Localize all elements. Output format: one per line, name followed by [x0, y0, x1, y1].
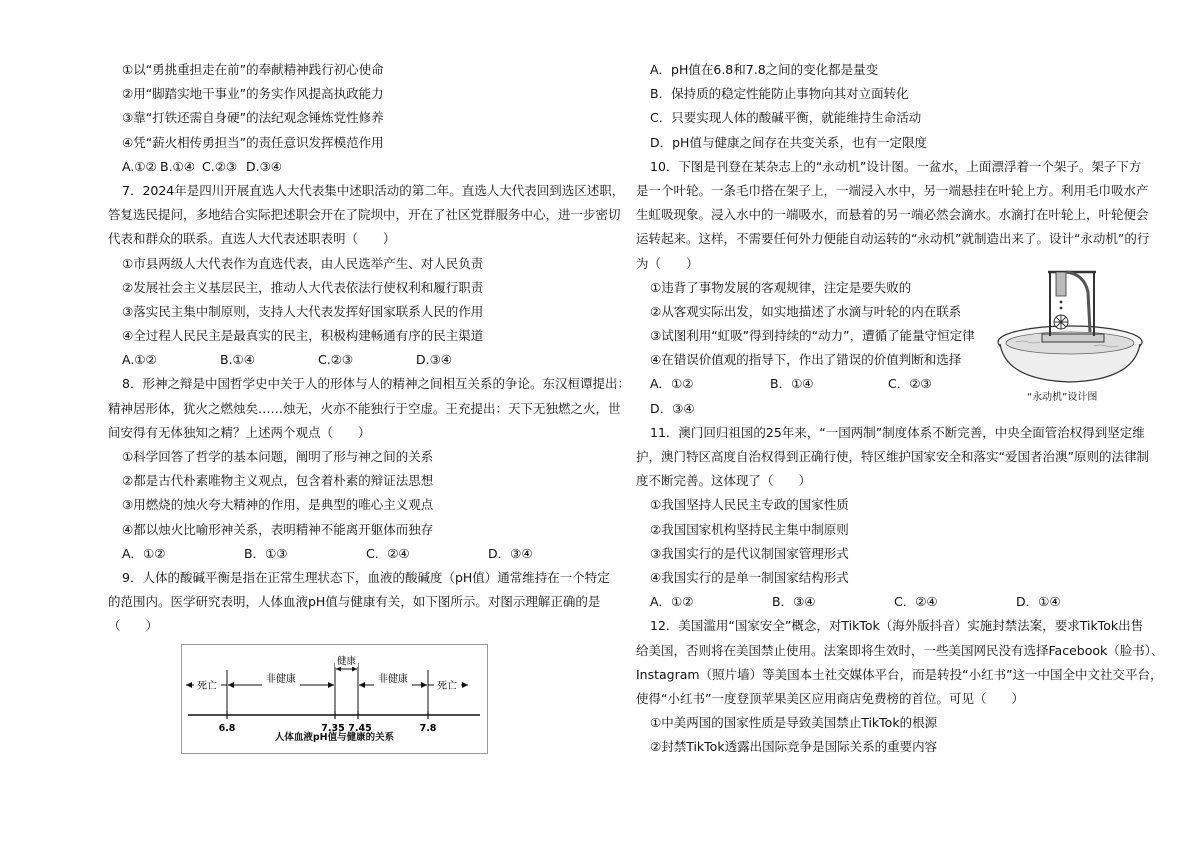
towel-soaked-end	[1066, 272, 1090, 332]
q10-option-c: C．②③	[888, 376, 932, 392]
q6-option-c: C.②③	[202, 158, 238, 174]
q6-option-a: A.①②	[122, 158, 157, 174]
q8-option-b: B．①③	[244, 545, 288, 561]
q8-item-3: ③用燃烧的烛火夸大精神的作用，是典型的唯心主义观点	[122, 497, 434, 513]
label-death-right: 死亡	[437, 680, 457, 692]
q10-option-b: B．①④	[770, 376, 814, 392]
label-healthy: 健康	[336, 655, 357, 667]
q7-options	[108, 348, 590, 372]
tick-label-7.35: 7.35	[321, 722, 345, 734]
q10-item-2: ②从客观实际出发，如实地描述了水滴与叶轮的内在联系	[650, 303, 962, 319]
q11-item-4: ④我国实行的是单一制国家结构形式	[650, 569, 849, 585]
q10-stem-1: 10．下图是刊登在某杂志上的“永动机”设计图。一盆水，上面漂浮着一个架子。架子下方	[650, 158, 1142, 174]
q6-item-3: ③靠“打铁还需自身硬”的法纪观念锤炼党性修养	[122, 110, 384, 126]
q10-stem-2: 是一个叶轮。一条毛巾搭在架子上，一端浸入水中，另一端悬挂在叶轮上方。利用毛巾吸水产	[636, 182, 1149, 198]
tick-label-7.45: 7.45	[348, 722, 372, 734]
q6-item-2: ②用“脚踏实地干事业”的务实作风提高执政能力	[122, 86, 384, 102]
q8-stem-1: 8．形神之辩是中国哲学史中关于人的形体与人的精神之间相互关系的争论。东汉桓谭提出：	[122, 376, 630, 392]
q10-option-d: D．③④	[650, 400, 695, 416]
q8-item-4: ④都以烛火比喻形神关系，表明精神不能离开躯体而独存	[122, 521, 434, 537]
tick-label-7.8: 7.8	[419, 722, 437, 734]
perpetual-motion-illustration	[994, 262, 1146, 404]
q9-option-b: B．保持质的稳定性能防止事物向其对立面转化	[650, 86, 909, 102]
tick-label-6.8: 6.8	[218, 722, 236, 734]
q12-stem-2: 给美国，否则将在美国禁止使用。法案即将生效时，一些美国网民没有选择Facebook（脸书）、	[636, 642, 1164, 658]
q7-option-d: D.③④	[416, 352, 453, 368]
q11-option-a: A．①②	[650, 594, 694, 610]
q12-stem-3: Instagram（照片墙）等美国本土社交媒体平台，而是转投“小红书”这一中国全中文社交平台，	[636, 666, 1163, 682]
q11-stem-3: 度不断完善。这体现了（ ）	[636, 473, 812, 489]
q7-option-b: B.①④	[220, 352, 255, 368]
label-unhealthy-left: 非健康	[266, 673, 296, 685]
ph-figure-caption: 人体血液pH值与健康的关系	[274, 732, 395, 744]
q11-stem-2: 护，澳门特区高度自治权得到正确行使，特区维护国家安全和落实“爱国者治澳”原则的法律制	[636, 449, 1149, 464]
q10-item-3: ③试图利用“虹吸”得到持续的“动力”，遭循了能量守恒定律	[650, 328, 975, 344]
q7-stem-2: 答复选民提问，多地结合实际把述职会开在了院坝中，开在了社区党群服务中心，进一步密切	[108, 207, 621, 223]
q11-stem-1: 11．澳门回归祖国的25年来，“一国两制”制度体系不断完善，中央全面管治权得到坚定维	[650, 424, 1145, 440]
left-column	[108, 58, 630, 754]
q9-stem-3: （ ）	[108, 618, 159, 634]
q12-stem-4: 使得“小红书”一度登顶苹果美区应用商店免费榜的首位。可见（ ）	[636, 690, 1024, 706]
q7-item-1: ①市县两级人大代表作为直选代表，由人民选举产生、对人民负责	[122, 255, 484, 271]
q10-stem-4: 运转起来。这样，不需要任何外力便能自动运转的“永动机”就制造出来了。设计“永动机”的行	[636, 231, 1150, 247]
q10-stem-3: 生虹吸现象。浸入水中的一端吸水，而悬着的另一端必然会滴水。水滴打在叶轮上，叶轮便会	[636, 207, 1149, 223]
q8-item-1: ①科学回答了哲学的基本问题，阐明了形与神之间的关系	[122, 449, 434, 464]
q9-option-a: A．pH值在6.8和7.8之间的变化都是量变	[650, 62, 879, 77]
q10-option-a: A．①②	[650, 376, 694, 392]
q9-stem-1: 9．人体的酸碱平衡是指在正常生理状态下，血液的酸碱度（pH值）通常维持在一个特定	[122, 569, 610, 585]
q11-item-2: ②我国国家机构坚持民主集中制原则	[650, 521, 849, 537]
q11-item-1: ①我国坚持人民民主专政的国家性质	[650, 497, 849, 513]
q12-item-1: ①中美两国的国家性质是导致美国禁止TikTok的根源	[650, 715, 938, 731]
ph-health-figure	[181, 644, 488, 754]
q8-option-a: A．①②	[122, 545, 166, 561]
q11-option-c: C．②④	[894, 594, 938, 610]
label-unhealthy-right: 非健康	[378, 673, 408, 685]
q8-stem-3: 间安得有无体独知之精？上述两个观点（ ）	[108, 424, 371, 440]
right-column	[636, 58, 1164, 759]
q7-option-a: A.①②	[122, 352, 157, 368]
q8-stem-2: 精神居形体，犹火之燃烛矣……烛无，火亦不能独行于空虚。王充提出：天下无独燃之火，世	[108, 400, 621, 416]
q9-option-d: D．pH值与健康之间存在共变关系，也有一定限度	[650, 134, 927, 150]
q6-item-1: ①以“勇挑重担走在前”的奉献精神践行初心使命	[122, 62, 384, 77]
q11-options	[636, 590, 1148, 614]
q7-stem-1: 7．2024年是四川开展直选人大代表集中述职活动的第二年。直选人大代表回到选区述职，	[122, 182, 625, 198]
q6-options	[108, 155, 590, 179]
q6-option-d: D.③④	[246, 158, 283, 174]
q10-item-4: ④在错误价值观的指导下，作出了错误的价值判断和选择	[650, 352, 962, 368]
perpetual-motion-caption: “永动机”设计图	[1027, 392, 1098, 403]
towel-hanging-end	[1056, 272, 1066, 296]
q10-item-1: ①违背了事物发展的客观规律，注定是要失败的	[650, 279, 912, 295]
q8-options	[108, 542, 590, 566]
q7-item-3: ③落实民主集中制原则，支持人大代表发挥好国家联系人民的作用	[122, 303, 484, 319]
label-death-left: 死亡	[197, 680, 217, 692]
q7-item-2: ②发展社会主义基层民主，推动人大代表依法行使权利和履行职责	[122, 279, 484, 295]
q11-option-b: B．③④	[772, 594, 816, 610]
perpetual-motion-drawing	[994, 262, 1146, 387]
q11-item-3: ③我国实行的是代议制国家管理形式	[650, 545, 849, 561]
q10-stem-5: 为（ ）	[636, 255, 699, 271]
q7-option-c: C.②③	[318, 352, 354, 368]
q8-option-d: D．③④	[488, 545, 533, 561]
q9-stem-2: 的范围内。医学研究表明，人体血液pH值与健康有关，如下图所示。对图示理解正确的是	[108, 594, 601, 610]
q12-stem-1: 12．美国滥用“国家安全”概念，对TikTok（海外版抖音）实施封禁法案，要求TikTok出售	[650, 618, 1144, 634]
q8-option-c: C．②④	[366, 545, 410, 561]
q9-option-c: C．只要实现人体的酸碱平衡，就能维持生命活动	[650, 110, 922, 126]
q6-item-4: ④凭“薪火相传勇担当”的责任意识发挥模范作用	[122, 134, 384, 150]
q7-stem-3: 代表和群众的联系。直选人大代表述职表明（ ）	[108, 231, 396, 247]
q12-item-2: ②封禁TikTok透露出国际竞争是国际关系的重要内容	[650, 739, 938, 755]
q8-item-2: ②都是古代朴素唯物主义观点，包含着朴素的辩证法思想	[122, 473, 434, 489]
q7-item-4: ④全过程人民民主是最真实的民主，积极构建畅通有序的民主渠道	[122, 328, 484, 344]
q11-option-d: D．①④	[1016, 594, 1061, 610]
q6-option-b: B.①④	[160, 158, 195, 174]
